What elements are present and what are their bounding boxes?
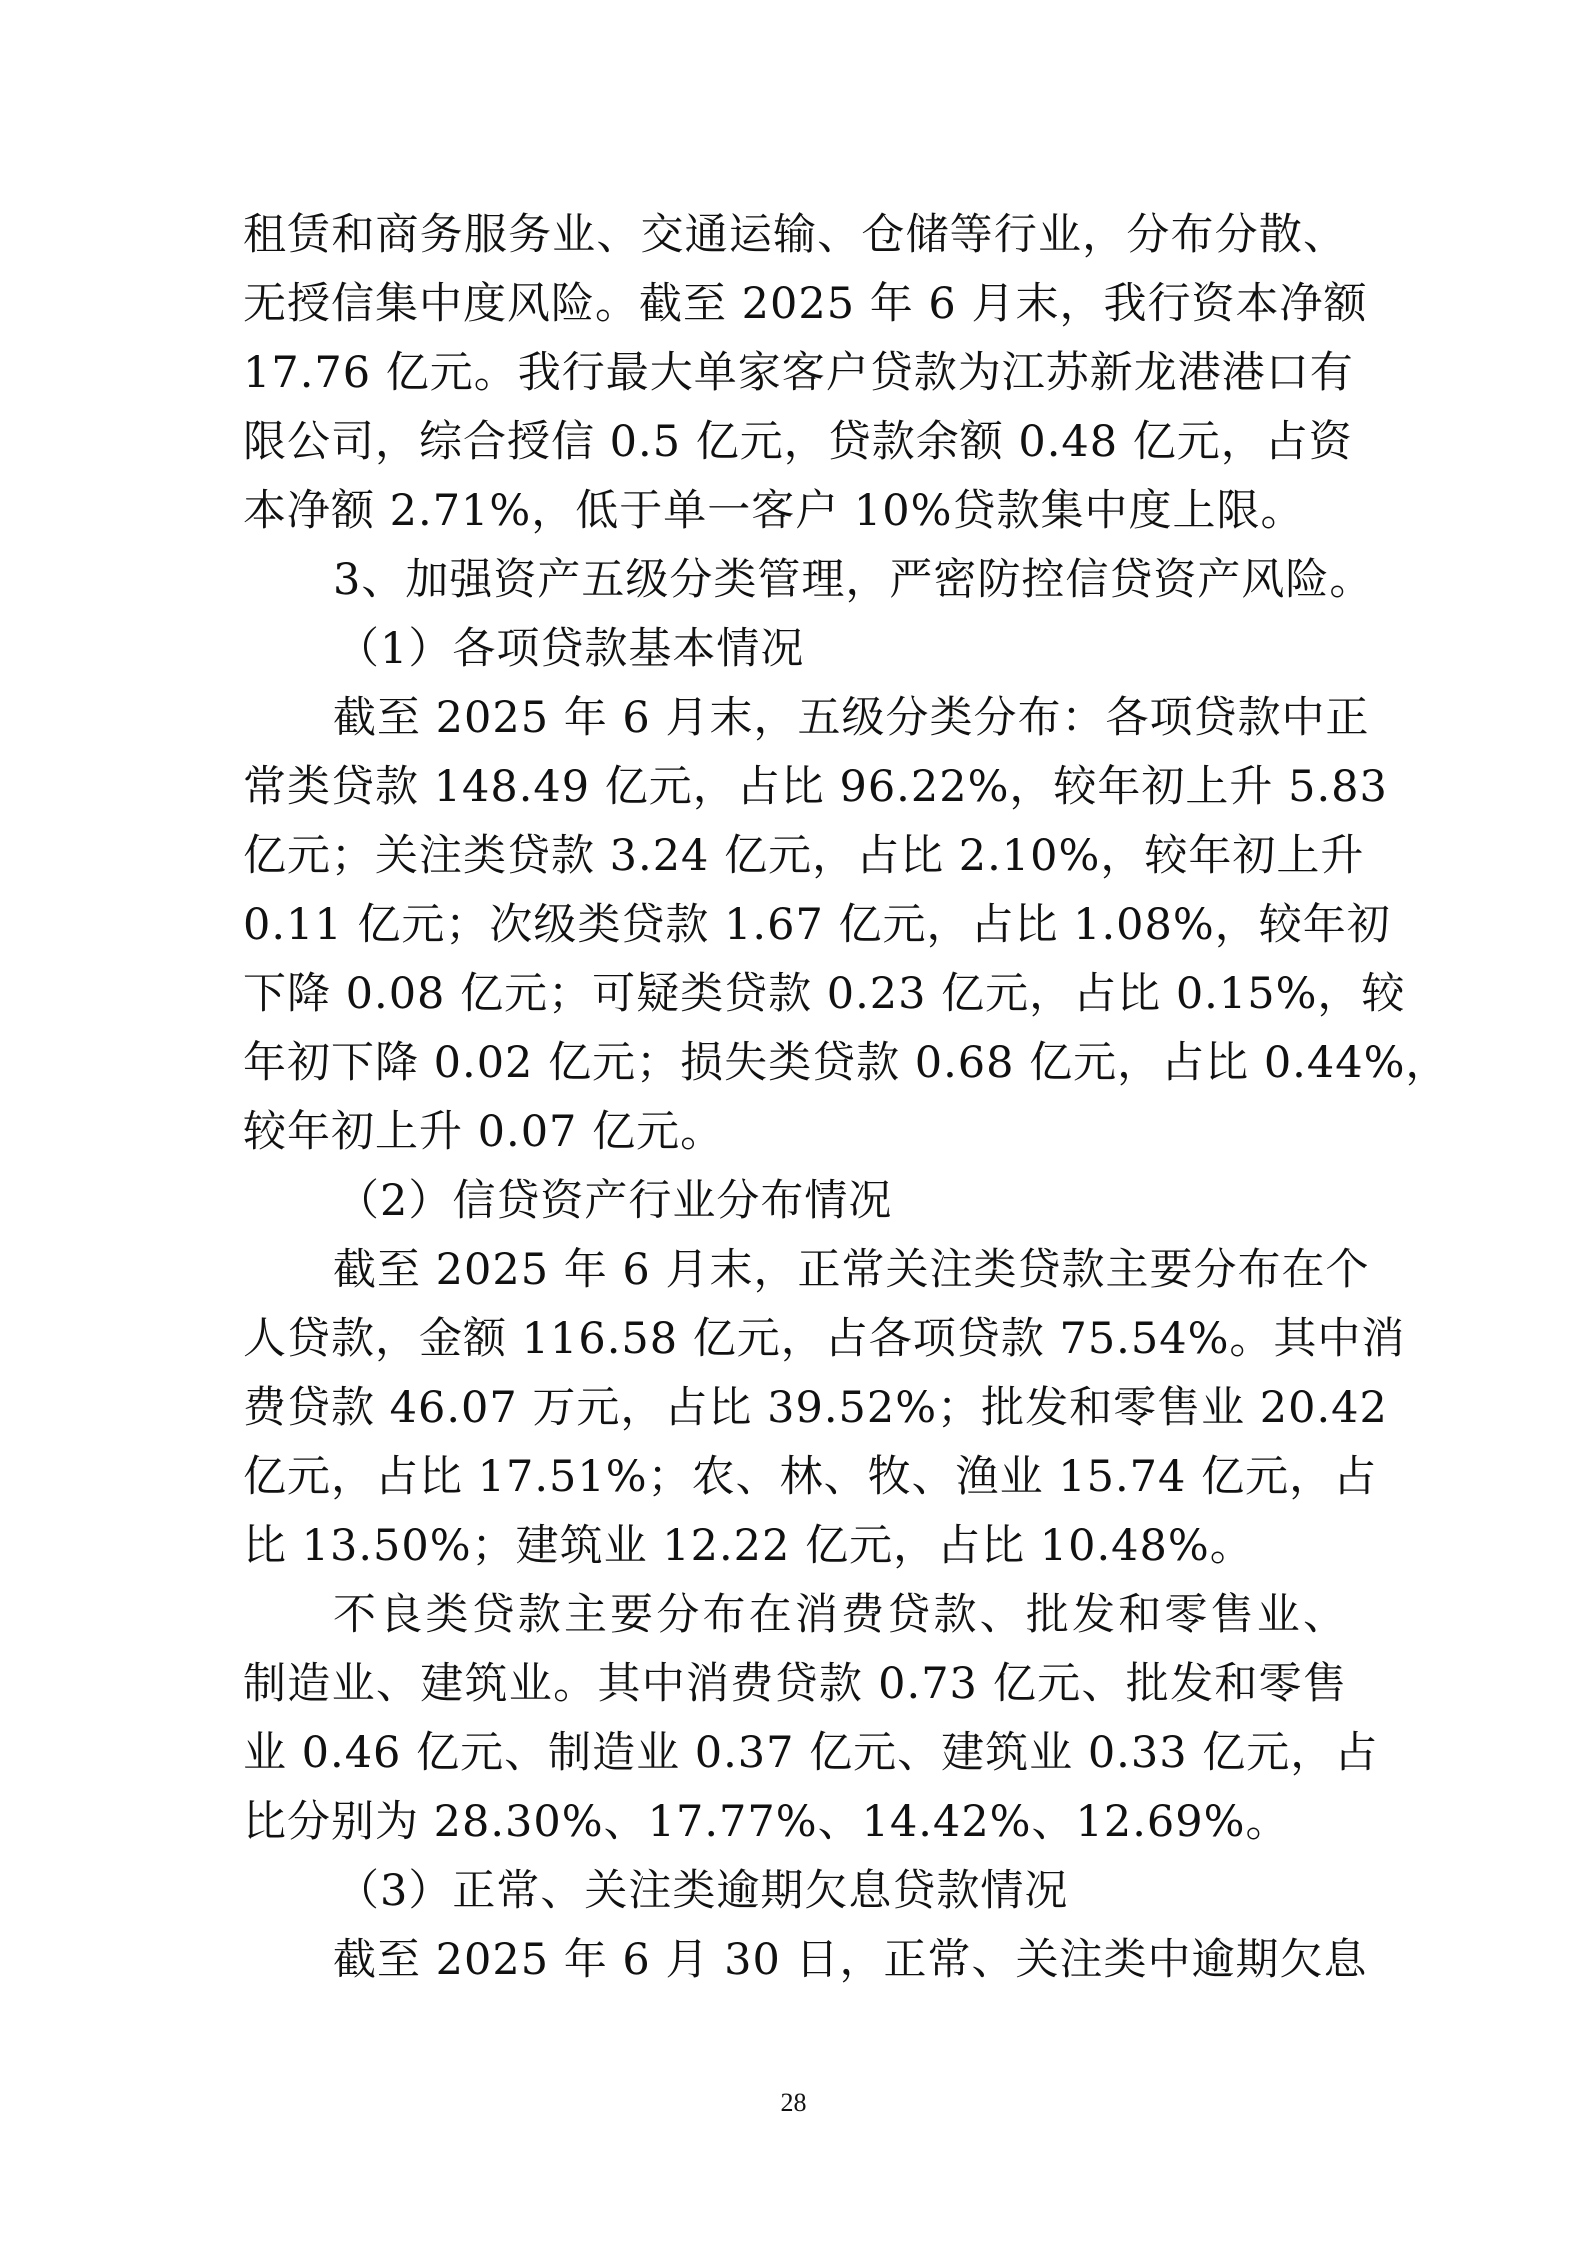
body-text-line: 截至 2025 年 6 月 30 日，正常、关注类中逾期欠息 [333, 1935, 1368, 1985]
body-text-line: 下降 0.08 亿元；可疑类贷款 0.23 亿元，占比 0.15%，较 [243, 969, 1406, 1019]
body-text-line: 年初下降 0.02 亿元；损失类贷款 0.68 亿元，占比 0.44%， [243, 1038, 1450, 1088]
body-text-line: 亿元，占比 17.51%；农、林、牧、渔业 15.74 亿元，占 [243, 1452, 1378, 1502]
body-text-line: 常类贷款 148.49 亿元，占比 96.22%，较年初上升 5.83 [243, 762, 1388, 812]
body-text-line: 17.76 亿元。我行最大单家客户贷款为江苏新龙港港口有 [243, 348, 1354, 398]
subsection-heading: （3）正常、关注类逾期欠息贷款情况 [336, 1866, 1069, 1916]
subsection-heading: （2）信贷资产行业分布情况 [336, 1176, 893, 1226]
section-heading: 3、加强资产五级分类管理，严密防控信贷资产风险。 [333, 555, 1374, 605]
body-text-line: 截至 2025 年 6 月末，正常关注类贷款主要分布在个 [333, 1245, 1370, 1295]
body-text-line: 不良类贷款主要分布在消费贷款、批发和零售业、 [333, 1590, 1347, 1640]
body-text-line: 制造业、建筑业。其中消费贷款 0.73 亿元、批发和零售 [243, 1659, 1347, 1709]
body-text-line: 租赁和商务服务业、交通运输、仓储等行业，分布分散、 [243, 210, 1347, 260]
body-text-line: 亿元；关注类贷款 3.24 亿元，占比 2.10%，较年初上升 [243, 831, 1365, 881]
body-text-line: 无授信集中度风险。截至 2025 年 6 月末，我行资本净额 [243, 279, 1368, 329]
body-text-line: 截至 2025 年 6 月末，五级分类分布：各项贷款中正 [333, 693, 1370, 743]
page-number: 28 [780, 2088, 807, 2117]
body-text-line: 费贷款 46.07 万元，占比 39.52%；批发和零售业 20.42 [243, 1383, 1388, 1433]
body-text-line: 人贷款，金额 116.58 亿元，占各项贷款 75.54%。其中消 [243, 1314, 1406, 1364]
body-text-line: 0.11 亿元；次级类贷款 1.67 亿元，占比 1.08%，较年初 [243, 900, 1391, 950]
subsection-heading: （1）各项贷款基本情况 [336, 624, 805, 674]
body-text-line: 较年初上升 0.07 亿元。 [243, 1107, 725, 1157]
body-text-line: 限公司，综合授信 0.5 亿元，贷款余额 0.48 亿元，占资 [243, 417, 1353, 467]
body-text-line: 比 13.50%；建筑业 12.22 亿元，占比 10.48%。 [243, 1521, 1254, 1571]
body-text-line: 比分别为 28.30%、17.77%、14.42%、12.69%。 [243, 1797, 1290, 1847]
body-text-line: 业 0.46 亿元、制造业 0.37 亿元、建筑业 0.33 亿元，占 [243, 1728, 1379, 1778]
body-text-line: 本净额 2.71%，低于单一客户 10%贷款集中度上限。 [243, 486, 1305, 536]
